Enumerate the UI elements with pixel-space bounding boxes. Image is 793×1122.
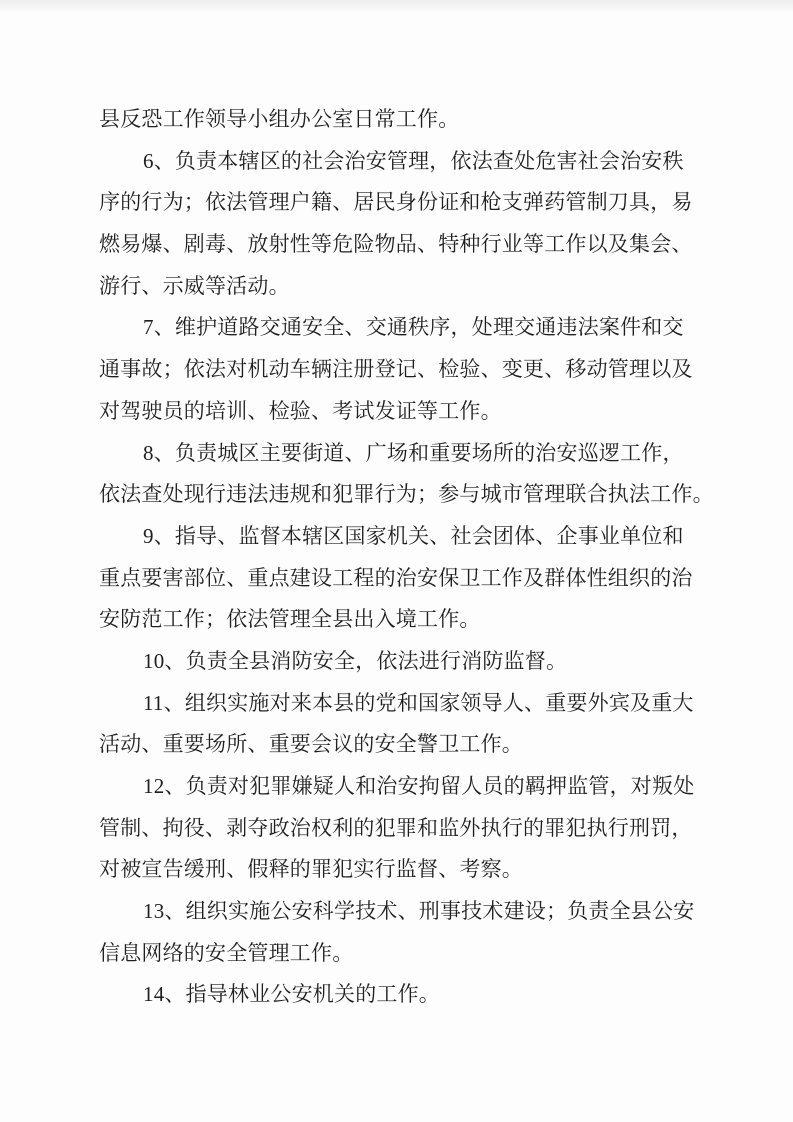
document-body xyxy=(99,99,714,1016)
text-line: 12、负责对犯罪嫌疑人和治安拘留人员的羁押监管，对叛处 xyxy=(143,774,695,798)
text-line: 9、指导、监督本辖区国家机关、社会团体、企事业单位和 xyxy=(143,523,684,548)
text-line: 安防范工作；依法管理全县出入境工作。 xyxy=(99,607,481,632)
text-line: 7、维护道路交通安全、交通秩序，处理交通违法案件和交 xyxy=(143,315,684,340)
text-line: 管制、拘役、剥夺政治权利的犯罪和监外执行的罪犯执行刑罚， xyxy=(99,815,693,840)
text-line: 11、组织实施对来本县的党和国家领导人、重要外宾及重大 xyxy=(143,690,694,715)
text-line: 信息网络的安全管理工作。 xyxy=(99,940,354,965)
text-line: 通事故；依法对机动车辆注册登记、检验、变更、移动管理以及 xyxy=(99,357,693,382)
text-line: 燃易爆、剧毒、放射性等危险物品、特种行业等工作以及集会、 xyxy=(99,232,693,257)
text-line: 游行、示威等活动。 xyxy=(99,273,290,298)
text-line: 县反恐工作领导小组办公室日常工作。 xyxy=(99,107,460,131)
text-line: 序的行为；依法管理户籍、居民身份证和枪支弹药管制刀具，易 xyxy=(99,190,693,215)
text-line: 6、负责本辖区的社会治安管理，依法查处危害社会治安秩 xyxy=(143,148,684,173)
text-line: 14、指导林业公安机关的工作。 xyxy=(143,982,440,1007)
text-line: 依法查处现行违法违规和犯罪行为；参与城市管理联合执法工作。 xyxy=(99,482,714,507)
text-line: 8、负责城区主要街道、广场和重要场所的治安巡逻工作， xyxy=(143,440,684,465)
text-line: 13、组织实施公安科学技术、刑事技术建设；负责全县公安 xyxy=(143,899,695,924)
text-line: 重点要害部位、重点建设工程的治安保卫工作及群体性组织的治 xyxy=(99,565,693,590)
text-line: 10、负责全县消防安全，依法进行消防监督。 xyxy=(143,648,568,673)
text-line: 活动、重要场所、重要会议的安全警卫工作。 xyxy=(99,732,523,757)
text-line: 对被宣告缓刑、假释的罪犯实行监督、考察。 xyxy=(99,857,523,882)
text-line: 对驾驶员的培训、检验、考试发证等工作。 xyxy=(99,398,502,423)
